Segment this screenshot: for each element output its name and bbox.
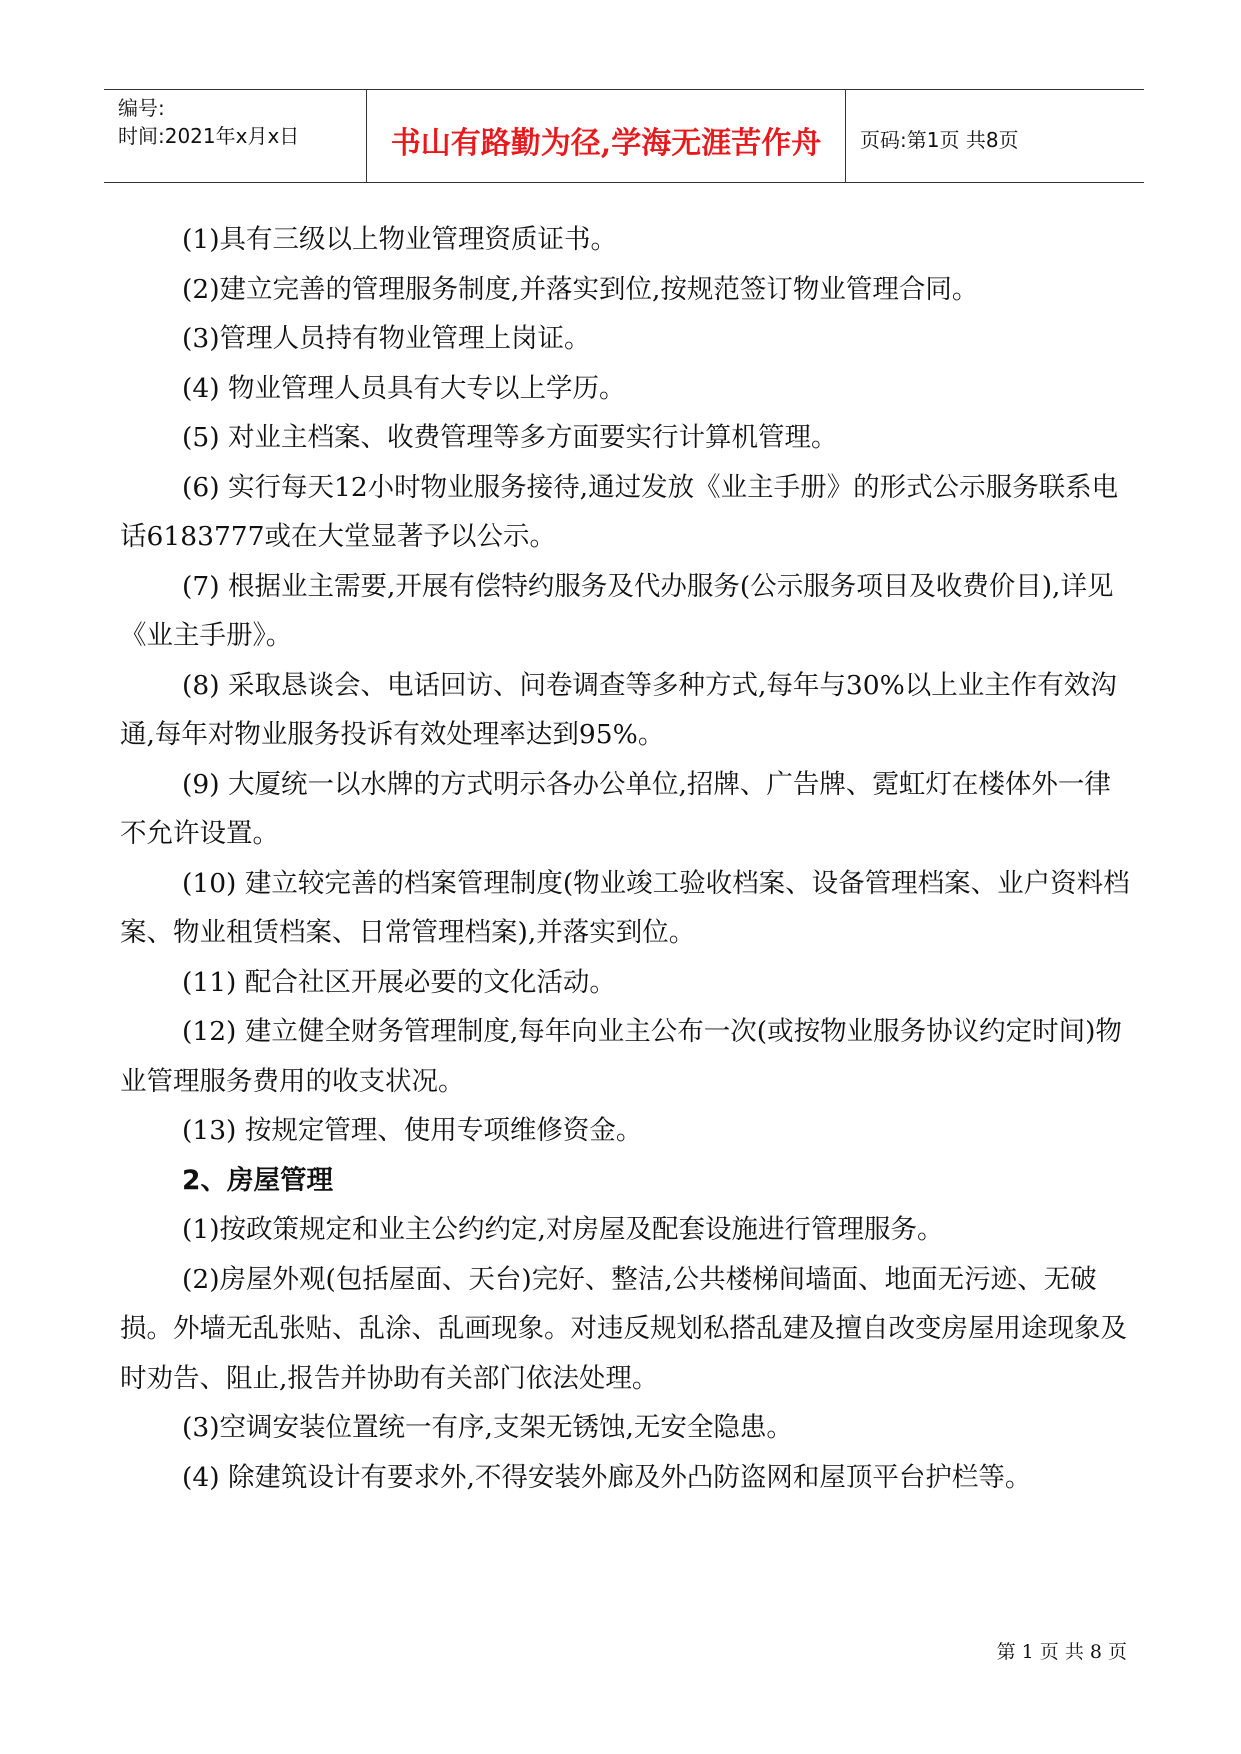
paragraph-8: (8) 采取恳谈会、电话回访、问卷调查等多种方式,每年与30%以上业主作有效沟通,每年对物业服务投诉有效处理率达到95%。 [120,669,1117,750]
paragraph-1: (1)具有三级以上物业管理资质证书。 [182,224,618,255]
header-right-cell [846,90,1144,182]
paragraph-3: (3)管理人员持有物业管理上岗证。 [182,323,591,354]
header-motto: 书山有路勤为径,学海无涯苦作舟 [390,126,822,161]
paragraph-6: (6) 实行每天12小时物业服务接待,通过发放《业主手册》的形式公示服务联系电话6183777或在大堂显著予以公示。 [120,471,1119,552]
paragraph-4: (4) 物业管理人员具有大专以上学历。 [182,372,626,404]
header-middle-cell [367,90,846,182]
paragraph-10: (10) 建立较完善的档案管理制度(物业竣工验收档案、设备管理档案、业户资料档案、物业租赁档案、日常管理档案),并落实到位。 [120,867,1130,948]
paragraph-11: (11) 配合社区开展必要的文化活动。 [182,966,616,998]
section2-paragraph-4: (4) 除建筑设计有要求外,不得安装外廊及外凸防盗网和屋顶平台护栏等。 [182,1461,1032,1493]
section2-paragraph-3: (3)空调安装位置统一有序,支架无锈蚀,无安全隐患。 [182,1412,793,1443]
document-time-label: 时间:2021年x月x日 [118,124,300,148]
page-header [104,89,1144,183]
document-number-label: 编号: [118,96,165,120]
section-heading: 2、房屋管理 [182,1164,333,1196]
header-page-label: 页码:第1页 共8页 [860,128,1019,152]
paragraph-2: (2)建立完善的管理服务制度,并落实到位,按规范签订物业管理合同。 [182,273,979,305]
section2-paragraph-1: (1)按政策规定和业主公约约定,对房屋及配套设施进行管理服务。 [182,1214,944,1245]
document-body [120,215,1130,1502]
paragraph-9: (9) 大厦统一以水牌的方式明示各办公单位,招牌、广告牌、霓虹灯在楼体外一律不允许设置。 [120,768,1111,849]
header-left-cell [104,90,367,182]
paragraph-12: (12) 建立健全财务管理制度,每年向业主公布一次(或按物业服务协议约定时间)物业管理服务费用的收支状况。 [120,1016,1122,1097]
paragraph-13: (13) 按规定管理、使用专项维修资金。 [182,1115,643,1146]
section2-paragraph-2: (2)房屋外观(包括屋面、天台)完好、整洁,公共楼梯间墙面、地面无污迹、无破损。外墙无乱张贴、乱涂、乱画现象。对违反规划私搭乱建及擅自改变房屋用途现象及时劝告、阻止,报告并协助有关部门依法处理。 [120,1263,1127,1394]
page-footer: 第 1 页 共 8 页 [996,1641,1127,1663]
paragraph-7: (7) 根据业主需要,开展有偿特约服务及代办服务(公示服务项目及收费价目),详见《业主手册》。 [120,570,1114,651]
paragraph-5: (5) 对业主档案、收费管理等多方面要实行计算机管理。 [182,422,838,453]
